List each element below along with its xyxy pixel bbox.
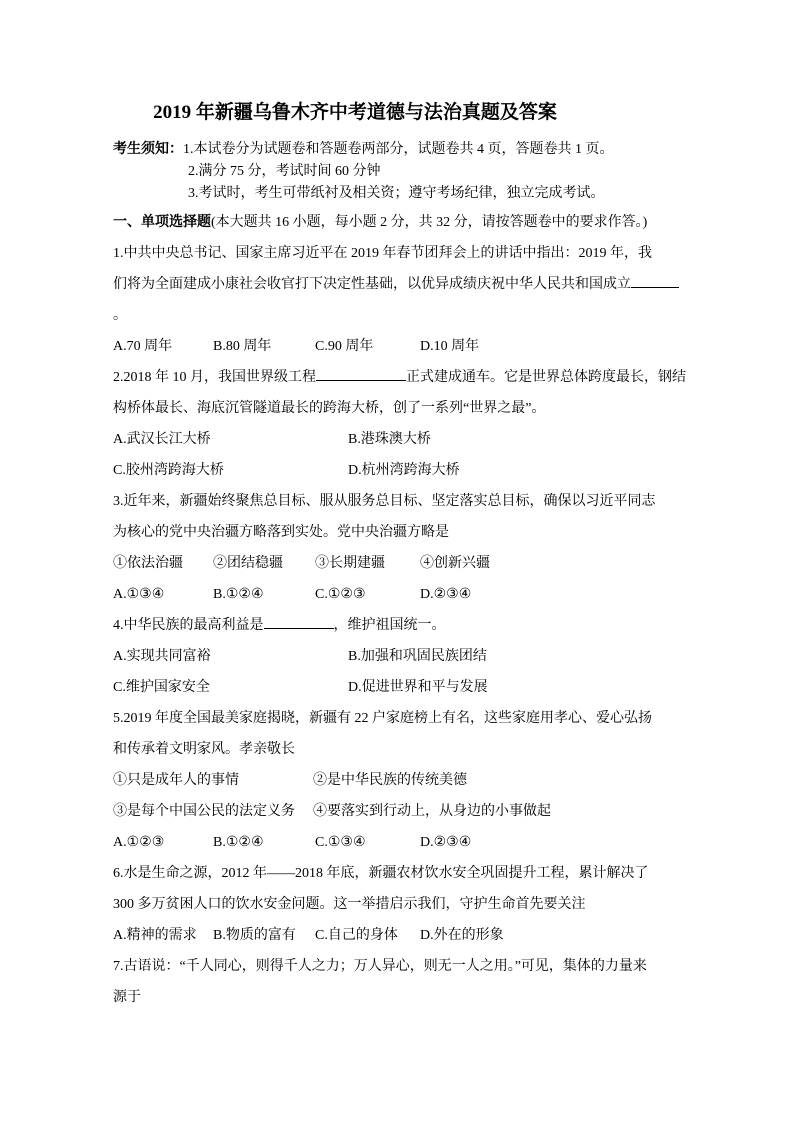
question-6-line-2: 300 多万贫困人口的饮水安金问题。这一举措启示我们，守护生命首先要关注	[113, 897, 586, 912]
option-a: A.①②③	[113, 835, 165, 850]
page-title: 2019 年新疆乌鲁木齐中考道德与法治真题及答案	[153, 102, 557, 123]
option-b: B.80 周年	[213, 339, 272, 354]
question-3-line-2: 为核心的党中央治疆方略落到实处。党中央治疆方略是	[113, 525, 449, 540]
notice-item-2: 2.满分 75 分，考试时间 60 分钟	[188, 164, 381, 179]
question-4-options-row-2	[113, 672, 685, 703]
question-5-items-row-1	[113, 765, 685, 796]
option-c: C.①②③	[315, 587, 366, 602]
option-a: A.武汉长江大桥	[113, 432, 211, 447]
item-2: ②是中华民族的传统美德	[313, 773, 467, 788]
item-3: ③是每个中国公民的法定义务	[113, 804, 295, 819]
option-a: A.70 周年	[113, 339, 173, 354]
question-5-options	[113, 827, 685, 858]
notice-line-3	[113, 183, 685, 205]
notice-item-1: 1.本试卷分为试题卷和答题卷两部分，试题卷共 4 页，答题卷共 1 页。	[183, 142, 614, 157]
item-3: ③长期建疆	[315, 556, 385, 571]
option-b: B.港珠澳大桥	[348, 432, 431, 447]
option-c: C.胶州湾跨海大桥	[113, 463, 224, 478]
question-1-line-2	[113, 269, 685, 300]
question-3-options	[113, 579, 685, 610]
option-c: C.维护国家安全	[113, 680, 210, 695]
notice-line-1	[113, 139, 685, 161]
section-title: 一、单项选择题	[113, 215, 211, 230]
item-1: ①依法治疆	[113, 556, 183, 571]
question-3-items	[113, 548, 685, 579]
blank-underline	[631, 275, 679, 288]
question-1-text: 们将为全面建成小康社会收官打下决定性基础，以优异成绩庆祝中华人民共和国成立	[113, 277, 631, 292]
question-7-line-1: 7.古语说：“千人同心，则得千人之力；万人异心，则无一人之用。”可见，集体的力量来	[113, 959, 647, 974]
question-5-line-1: 5.2019 年度全国最美家庭揭晓，新疆有 22 户家庭榜上有名，这些家庭用孝心、爱心弘扬	[113, 711, 652, 726]
question-2-line-1	[113, 362, 685, 393]
question-4-options-row-1	[113, 641, 685, 672]
question-body	[113, 207, 685, 1013]
option-d: D.外在的形象	[420, 928, 504, 943]
notice-item-3: 3.考试时，考生可带纸衬及相关资；遵守考场纪律，独立完成考试。	[188, 186, 605, 201]
question-6-line-1: 6.水是生命之源，2012 年——2018 年底，新疆农材饮水安全巩固提升工程，累计解决了	[113, 866, 649, 881]
option-a: A.精神的需求	[113, 928, 197, 943]
option-b: B.①②④	[213, 835, 264, 850]
question-7-line-2: 源于	[113, 990, 141, 1005]
option-d: D.杭州湾跨海大桥	[348, 463, 460, 478]
item-4: ④创新兴疆	[420, 556, 490, 571]
question-2-line-2: 构桥体最长、海底沉管隧道最长的跨海大桥，创了一系列“世界之最”。	[113, 401, 546, 416]
section-description: (本大题共 16 小题，每小题 2 分，共 32 分，请按答题卷中的要求作答。)	[211, 215, 648, 230]
option-d: D.②③④	[420, 835, 472, 850]
option-d: D.促进世界和平与发展	[348, 680, 488, 695]
option-b: B.加强和巩固民族团结	[348, 649, 487, 664]
question-6-options	[113, 920, 685, 951]
option-a: A.①③④	[113, 587, 165, 602]
option-c: C.90 周年	[315, 339, 374, 354]
notice-label: 考生须知：	[113, 142, 183, 157]
option-b: B.①②④	[213, 587, 264, 602]
question-1-line-3: 。	[113, 308, 127, 323]
question-2-text-before: 2.2018 年 10 月，我国世界级工程	[113, 370, 316, 385]
question-5-items-row-2	[113, 796, 685, 827]
blank-underline	[264, 616, 334, 629]
item-1: ①只是成年人的事情	[113, 773, 239, 788]
option-d: D.②③④	[420, 587, 472, 602]
candidate-notice	[113, 139, 685, 205]
question-5-line-2: 和传承着文明家风。孝亲敬长	[113, 742, 295, 757]
question-1-options	[113, 331, 685, 362]
question-3-line-1: 3.近年来，新疆始终聚焦总目标、服从服务总目标、坚定落实总目标，确保以习近平同志	[113, 494, 656, 509]
question-4-text-after: ，维护祖国统一。	[333, 618, 446, 633]
option-c: C.自己的身体	[315, 928, 398, 943]
question-2-options-row-2	[113, 455, 685, 486]
section-heading	[113, 207, 685, 238]
option-b: B.物质的富有	[213, 928, 296, 943]
notice-line-2	[113, 161, 685, 183]
question-4-text-before: 4.中华民族的最高利益是	[113, 618, 264, 633]
item-2: ②团结稳疆	[213, 556, 283, 571]
question-1-line-1: 1.中共中央总书记、国家主席习近平在 2019 年春节团拜会上的讲话中指出：2019 年，我	[113, 246, 652, 261]
option-a: A.实现共同富裕	[113, 649, 211, 664]
option-d: D.10 周年	[420, 339, 480, 354]
blank-underline	[316, 368, 406, 381]
item-4: ④要落实到行动上，从身边的小事做起	[313, 804, 551, 819]
option-c: C.①③④	[315, 835, 366, 850]
question-2-options-row-1	[113, 424, 685, 455]
question-2-text-after: 正式建成通车。它是世界总体跨度最长，钢结	[406, 370, 686, 385]
question-4-line-1	[113, 610, 685, 641]
